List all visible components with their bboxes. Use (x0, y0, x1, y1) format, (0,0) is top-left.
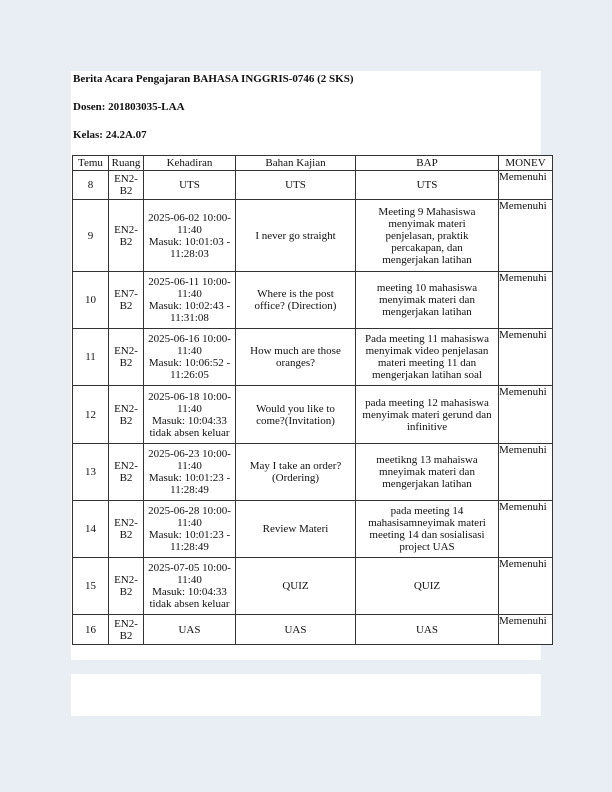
cell-temu: 11 (73, 329, 109, 386)
cell-kehadiran (144, 558, 236, 615)
cell-kehadiran-line: 11:40 (177, 574, 202, 586)
cell-bap (356, 386, 499, 444)
cell-bap (356, 200, 499, 272)
cell-ruang-line: B2 (119, 357, 133, 369)
cell-kehadiran-line: Masuk: 10:06:52 - (148, 357, 231, 369)
cell-kehadiran-line: Masuk: 10:01:23 - (148, 472, 231, 484)
cell-ruang (109, 200, 144, 272)
cell-kehadiran-line: 11:40 (177, 345, 202, 357)
page-panel-bottom (71, 674, 541, 716)
cell-kehadiran-line: 11:40 (177, 460, 202, 472)
cell-kehadiran-line: tidak absen keluar (149, 598, 230, 610)
cell-ruang-line: EN2- (114, 574, 138, 586)
cell-monev: Memenuhi (499, 200, 553, 272)
cell-kehadiran-line: 11:31:08 (170, 312, 209, 324)
cell-kehadiran-line: Masuk: 10:02:43 - (148, 300, 231, 312)
cell-bahan-kajian (236, 329, 356, 386)
cell-bap-line: mneyimak materi dan (379, 466, 475, 478)
cell-kehadiran-line: 11:40 (177, 402, 202, 415)
cell-temu: 16 (73, 615, 109, 645)
table-row (73, 171, 553, 200)
cell-bahan-kajian-line: come?(Invitation) (256, 414, 335, 427)
cell-bahan-kajian-line: I never go straight (255, 229, 336, 242)
cell-kehadiran (144, 501, 236, 558)
cell-kehadiran-line: tidak absen keluar (149, 426, 230, 439)
cell-ruang-line: B2 (119, 414, 133, 427)
cell-kehadiran-line: 11:28:49 (170, 541, 209, 553)
cell-ruang-line: EN2- (114, 617, 138, 630)
cell-bap-line: Meeting 9 Mahasiswa (378, 205, 476, 218)
cell-bap-line: penjelasan, praktik (385, 229, 469, 242)
cell-kehadiran-line: Masuk: 10:04:33 (152, 414, 227, 427)
cell-ruang (109, 615, 144, 645)
cell-ruang-line: EN2- (114, 460, 138, 472)
cell-bahan-kajian-line: oranges? (275, 357, 316, 369)
cell-ruang (109, 386, 144, 444)
cell-bap (356, 329, 499, 386)
bap-table (72, 155, 553, 645)
cell-ruang-line: EN7- (114, 288, 138, 300)
document-title: Berita Acara Pengajaran BAHASA INGGRIS-0746 (2 SKS) (73, 73, 354, 85)
cell-kehadiran (144, 386, 236, 444)
cell-kehadiran-line: 11:26:05 (170, 369, 209, 381)
cell-monev: Memenuhi (499, 272, 553, 329)
cell-monev: Memenuhi (499, 386, 553, 444)
col-header-ruang: Ruang (109, 156, 144, 171)
table-row (73, 501, 553, 558)
cell-kehadiran-line: UAS (178, 623, 201, 636)
cell-ruang-line: B2 (119, 586, 133, 598)
cell-kehadiran-line: 2025-06-23 10:00- (148, 448, 231, 460)
cell-ruang-line: EN2- (114, 402, 138, 415)
cell-bap-line: UAS (415, 623, 438, 636)
cell-ruang (109, 444, 144, 501)
cell-ruang-line: B2 (119, 529, 133, 541)
cell-monev: Memenuhi (499, 329, 553, 386)
cell-bap-line: pada meeting 12 mahasiswa (365, 396, 489, 409)
cell-bap-line: pada meeting 14 (390, 505, 464, 517)
col-header-bap: BAP (356, 156, 499, 171)
cell-bap (356, 171, 499, 200)
cell-bahan-kajian (236, 558, 356, 615)
cell-ruang-line: B2 (119, 185, 133, 197)
cell-bahan-kajian (236, 444, 356, 501)
cell-temu: 8 (73, 171, 109, 200)
cell-monev: Memenuhi (499, 615, 553, 645)
cell-kehadiran-line: 11:28:03 (170, 247, 209, 260)
cell-bap-line: mengerjakan latihan (382, 306, 472, 318)
cell-bap (356, 444, 499, 501)
cell-bap-line: mengerjakan latihan (382, 253, 472, 266)
cell-kehadiran-line: 11:40 (177, 517, 202, 529)
cell-kehadiran-line: 2025-06-11 10:00- (148, 276, 231, 288)
cell-ruang (109, 501, 144, 558)
cell-ruang (109, 329, 144, 386)
cell-bap-line: materi meeting 11 dan (377, 357, 477, 369)
cell-ruang-line: B2 (119, 235, 133, 248)
cell-bahan-kajian-line: Would you like to (256, 402, 335, 415)
cell-kehadiran-line: UTS (179, 179, 200, 191)
cell-bap-line: menyimak materi dan (379, 294, 475, 306)
cell-kehadiran-line: Masuk: 10:01:03 - (148, 235, 231, 248)
cell-bap-line: menyimak video penjelasan (365, 345, 489, 357)
cell-bahan-kajian-line: QUIZ (282, 580, 309, 592)
cell-kehadiran (144, 444, 236, 501)
col-header-temu: Temu (73, 156, 109, 171)
cell-bap-line: menyimak materi gerund dan (362, 408, 492, 421)
cell-bahan-kajian-line: May I take an order? (249, 460, 342, 472)
cell-ruang-line: EN2- (114, 173, 138, 185)
table-header-row (73, 156, 553, 171)
cell-bap-line: QUIZ (413, 580, 441, 592)
cell-ruang-line: EN2- (114, 223, 138, 236)
cell-ruang-line: B2 (119, 472, 133, 484)
cell-ruang (109, 272, 144, 329)
cell-kehadiran (144, 329, 236, 386)
cell-bahan-kajian-line: (Ordering) (271, 472, 320, 484)
cell-bap (356, 272, 499, 329)
cell-bap-line: UTS (416, 179, 438, 191)
cell-kehadiran-line: 11:40 (177, 288, 202, 300)
cell-bahan-kajian (236, 501, 356, 558)
cell-bahan-kajian (236, 615, 356, 645)
cell-bahan-kajian (236, 272, 356, 329)
cell-ruang-line: B2 (119, 300, 133, 312)
cell-bahan-kajian-line: UAS (284, 623, 307, 636)
cell-ruang-line: B2 (119, 629, 133, 642)
cell-monev: Memenuhi (499, 444, 553, 501)
cell-kehadiran-line: Masuk: 10:01:23 - (148, 529, 231, 541)
cell-bap (356, 501, 499, 558)
cell-temu: 14 (73, 501, 109, 558)
cell-bap-line: infinitive (406, 420, 448, 433)
table-row (73, 272, 553, 329)
cell-kehadiran-line: 11:28:49 (170, 484, 209, 496)
cell-bap (356, 558, 499, 615)
cell-monev: Memenuhi (499, 501, 553, 558)
cell-temu: 9 (73, 200, 109, 272)
cell-kehadiran-line: 2025-06-28 10:00- (148, 505, 231, 517)
cell-bap-line: percakapan, dan (391, 241, 463, 254)
cell-kehadiran-line: 2025-07-05 10:00- (148, 562, 231, 574)
table-row (73, 200, 553, 272)
cell-bahan-kajian-line: office? (Direction) (254, 300, 337, 312)
cell-kehadiran-line: 2025-06-02 10:00- (148, 211, 231, 224)
table-row (73, 386, 553, 444)
cell-temu: 10 (73, 272, 109, 329)
lecturer-line: Dosen: 201803035-LAA (73, 101, 185, 113)
cell-bap-line: project UAS (399, 541, 455, 553)
class-line: Kelas: 24.2A.07 (73, 129, 147, 141)
cell-monev: Memenuhi (499, 558, 553, 615)
cell-bap (356, 615, 499, 645)
col-header-bahan-kajian: Bahan Kajian (236, 156, 356, 171)
table-row (73, 329, 553, 386)
cell-kehadiran (144, 200, 236, 272)
cell-bap-line: meeting 10 mahasiswa (376, 282, 478, 294)
cell-bahan-kajian (236, 200, 356, 272)
cell-temu: 12 (73, 386, 109, 444)
cell-temu: 13 (73, 444, 109, 501)
cell-monev: Memenuhi (499, 171, 553, 200)
cell-temu: 15 (73, 558, 109, 615)
cell-kehadiran (144, 171, 236, 200)
col-header-monev: MONEV (499, 156, 553, 171)
cell-kehadiran-line: 2025-06-18 10:00- (148, 390, 231, 403)
cell-bahan-kajian (236, 386, 356, 444)
cell-bap-line: menyimak materi (388, 217, 466, 230)
table-body (73, 171, 553, 645)
cell-bahan-kajian-line: Review Materi (262, 523, 329, 535)
cell-bap-line: mengerjakan latihan soal (372, 369, 482, 381)
table-row (73, 558, 553, 615)
cell-bahan-kajian (236, 171, 356, 200)
cell-ruang-line: EN2- (114, 517, 138, 529)
cell-bap-line: meetikng 13 mahaiswa (376, 454, 478, 466)
cell-bap-line: mengerjakan latihan (382, 478, 472, 490)
cell-kehadiran-line: 11:40 (177, 223, 202, 236)
cell-ruang (109, 558, 144, 615)
cell-ruang-line: EN2- (114, 345, 138, 357)
cell-kehadiran-line: 2025-06-16 10:00- (148, 333, 231, 345)
cell-bap-line: meeting 14 dan sosialisasi (369, 529, 485, 541)
cell-bahan-kajian-line: How much are those (250, 345, 341, 357)
col-header-kehadiran: Kehadiran (144, 156, 236, 171)
cell-ruang (109, 171, 144, 200)
cell-bap-line: Pada meeting 11 mahasiswa (365, 333, 489, 345)
cell-bahan-kajian-line: Where is the post (257, 288, 334, 300)
table-row (73, 615, 553, 645)
cell-bahan-kajian-line: UTS (285, 179, 306, 191)
cell-bap-line: mahasisamneyimak materi (368, 517, 486, 529)
cell-kehadiran-line: Masuk: 10:04:33 (152, 586, 227, 598)
cell-kehadiran (144, 272, 236, 329)
cell-kehadiran (144, 615, 236, 645)
table-row (73, 444, 553, 501)
